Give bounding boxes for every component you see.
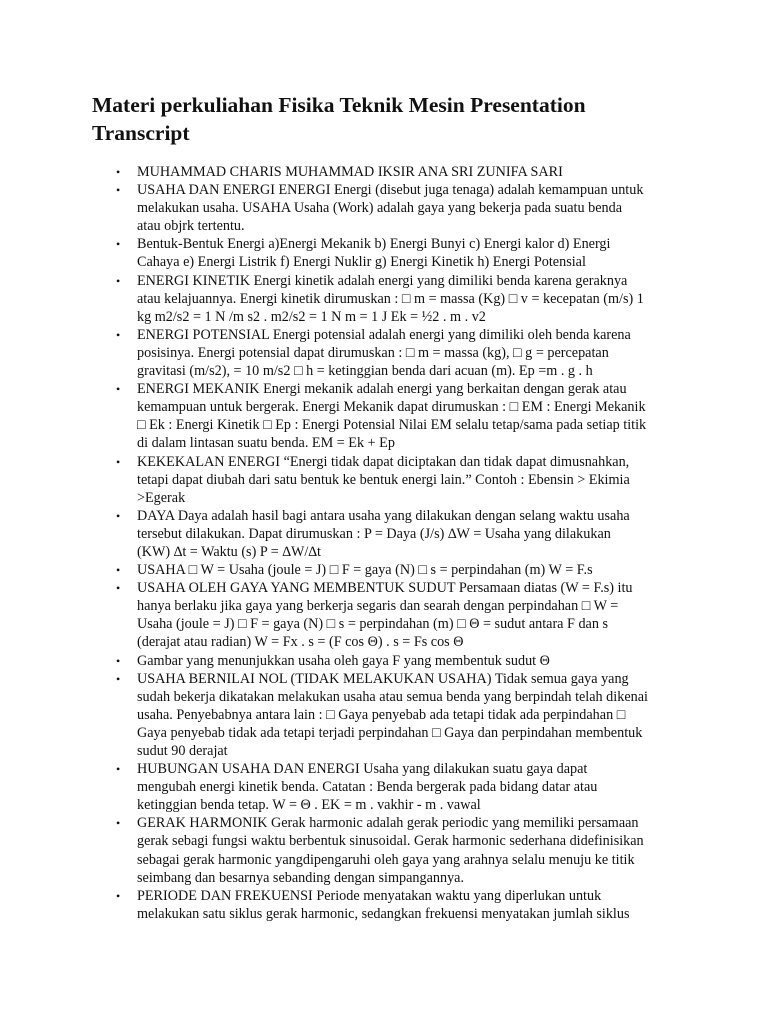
list-item-line: ENERGI MEKANIK Energi mekanik adalah energi yang berkaitan dengan gerak atau — [137, 381, 627, 398]
list-item-line: gerak sebagi fungsi waktu berbentuk sinusoidal. Gerak harmonic sederhana didefinisikan — [137, 833, 644, 850]
list-item-line: PERIODE DAN FREKUENSI Periode menyatakan waktu yang diperlukan untuk — [137, 887, 602, 904]
list-item — [0, 507, 768, 561]
list-item-line: ENERGI POTENSIAL Energi potensial adalah energi yang dimiliki oleh benda karena — [137, 326, 631, 343]
list-item-line: Bentuk-Bentuk Energi a)Energi Mekanik b) Energi Bunyi c) Energi kalor d) Energi — [137, 236, 611, 253]
list-item-line: (KW) ∆t = Waktu (s) P = ∆W/∆t — [137, 543, 321, 560]
list-item — [0, 579, 768, 651]
list-item-line: kemampuan untuk bergerak. Energi Mekanik dapat dirumuskan : □ EM : Energi Mekanik — [137, 399, 646, 416]
list-item-line: USAHA OLEH GAYA YANG MEMBENTUK SUDUT Persamaan diatas (W = F.s) itu — [137, 580, 633, 597]
list-item-line: ketinggian benda tetap. W = Θ . EK = m . vakhir - m . vawal — [137, 797, 481, 814]
document-title — [92, 91, 692, 147]
list-item-line: □ Ek : Energi Kinetik □ Ep : Energi Potensial Nilai EM selalu tetap/sama pada setiap titik — [137, 417, 647, 434]
list-item-line: (derajat atau radian) W = Fx . s = (F cos Θ) . s = Fs cos Θ — [137, 634, 464, 651]
list-item-line: sudut 90 derajat — [137, 743, 228, 759]
list-item-line: KEKEKALAN ENERGI “Energi tidak dapat diciptakan dan tidak dapat dimusnahkan, — [137, 453, 630, 470]
list-item-line: seimbang dan besarnya sebanding dengan simpangannya. — [137, 869, 465, 886]
list-item-line: Usaha (joule = J) □ F = gaya (N) □ s = perpindahan (m) □ Θ = sudut antara F dan s — [137, 616, 609, 633]
list-item — [0, 272, 768, 326]
list-item-line: atau objrk tertentu. — [137, 218, 245, 235]
list-item-line: HUBUNGAN USAHA DAN ENERGI Usaha yang dilakukan suatu gaya dapat — [137, 761, 588, 778]
list-item-line: USAHA BERNILAI NOL (TIDAK MELAKUKAN USAHA) Tidak semua gaya yang — [137, 670, 629, 687]
list-item-line: usaha. Penyebabnya antara lain : □ Gaya penyebab ada tetapi tidak ada perpindahan □ — [137, 706, 626, 723]
list-item — [0, 380, 768, 452]
list-item-line: hanya berlaku jika gaya yang berkerja segaris dan searah dengan perpindahan □ W = — [137, 598, 619, 615]
list-item — [0, 561, 768, 579]
list-item-line: kg m2/s2 = 1 N /m s2 . m2/s2 = 1 N m = 1 J Ek = ½2 . m . v2 — [137, 308, 486, 325]
list-item-line: DAYA Daya adalah hasil bagi antara usaha yang dilakukan dengan selang waktu usaha — [137, 507, 630, 524]
document-title-line-2: Transcript — [92, 121, 190, 145]
list-item-line: atau kelajuannya. Energi kinetik dirumuskan : □ m = massa (Kg) □ v = kecepatan (m/s) 1 — [137, 290, 644, 307]
list-item-line: posisinya. Energi potensial dapat dirumuskan : □ m = massa (kg), □ g = percepatan — [137, 344, 609, 361]
list-item — [0, 163, 768, 181]
list-item — [0, 326, 768, 380]
list-item — [0, 181, 768, 235]
list-item-line: gravitasi (m/s2), = 10 m/s2 □ h = ketinggian benda dari acuan (m). Ep =m . g . h — [137, 363, 593, 380]
list-item-line: USAHA DAN ENERGI ENERGI Energi (disebut juga tenaga) adalah kemampuan untuk — [137, 182, 644, 199]
list-item — [0, 814, 768, 886]
list-item-line: tersebut dilakukan. Dapat dirumuskan : P = Daya (J/s) ∆W = Usaha yang dilakukan — [137, 525, 611, 542]
list-item-line: sudah bekerja dikatakan melakukan usaha atau semua benda yang berpindah telah dikenai — [137, 688, 648, 705]
list-item — [0, 887, 768, 923]
list-item — [0, 760, 768, 814]
list-item-line: sebagai gerak harmonic yangdipengaruhi oleh gaya yang arahnya selalu menuju ke titik — [137, 851, 635, 868]
list-item-line: melakukan usaha. USAHA Usaha (Work) adalah gaya yang bekerja pada suatu benda — [137, 200, 622, 217]
list-item-line: tetapi dapat diubah dari satu bentuk ke bentuk energi lain.” Contoh : Ebensin > Ekimia — [137, 471, 630, 488]
list-item-line: USAHA □ W = Usaha (joule = J) □ F = gaya (N) □ s = perpindahan (m) W = F.s — [137, 562, 593, 579]
list-item-line: Gaya penyebab tidak ada tetapi terjadi perpindahan □ Gaya dan perpindahan membentuk — [137, 724, 643, 741]
list-item-line: di dalam lintasan suatu benda. EM = Ek + Ep — [137, 435, 395, 452]
list-item-line: GERAK HARMONIK Gerak harmonic adalah gerak periodic yang memiliki persamaan — [137, 815, 639, 832]
list-item — [0, 652, 768, 670]
list-item-line: melakukan satu siklus gerak harmonic, sedangkan frekuensi menyatakan jumlah siklus — [137, 905, 630, 922]
list-item-line: MUHAMMAD CHARIS MUHAMMAD IKSIR ANA SRI ZUNIFA SARI — [137, 164, 563, 180]
list-item-line: mengubah energi kinetik benda. Catatan : Benda bergerak pada bidang datar atau — [137, 779, 598, 796]
list-item — [0, 453, 768, 507]
list-item-line: Cahaya e) Energi Listrik f) Energi Nuklir g) Energi Kinetik h) Energi Potensial — [137, 254, 586, 271]
bullet-list — [0, 163, 768, 923]
list-item — [0, 235, 768, 271]
list-item-line: ENERGI KINETIK Energi kinetik adalah energi yang dimiliki benda karena geraknya — [137, 272, 628, 289]
document-title-line-1: Materi perkuliahan Fisika Teknik Mesin Presentation — [92, 93, 586, 117]
list-item-line: >Egerak — [137, 489, 186, 506]
list-item — [0, 670, 768, 760]
list-item-line: Gambar yang menunjukkan usaha oleh gaya F yang membentuk sudut Θ — [137, 652, 550, 669]
